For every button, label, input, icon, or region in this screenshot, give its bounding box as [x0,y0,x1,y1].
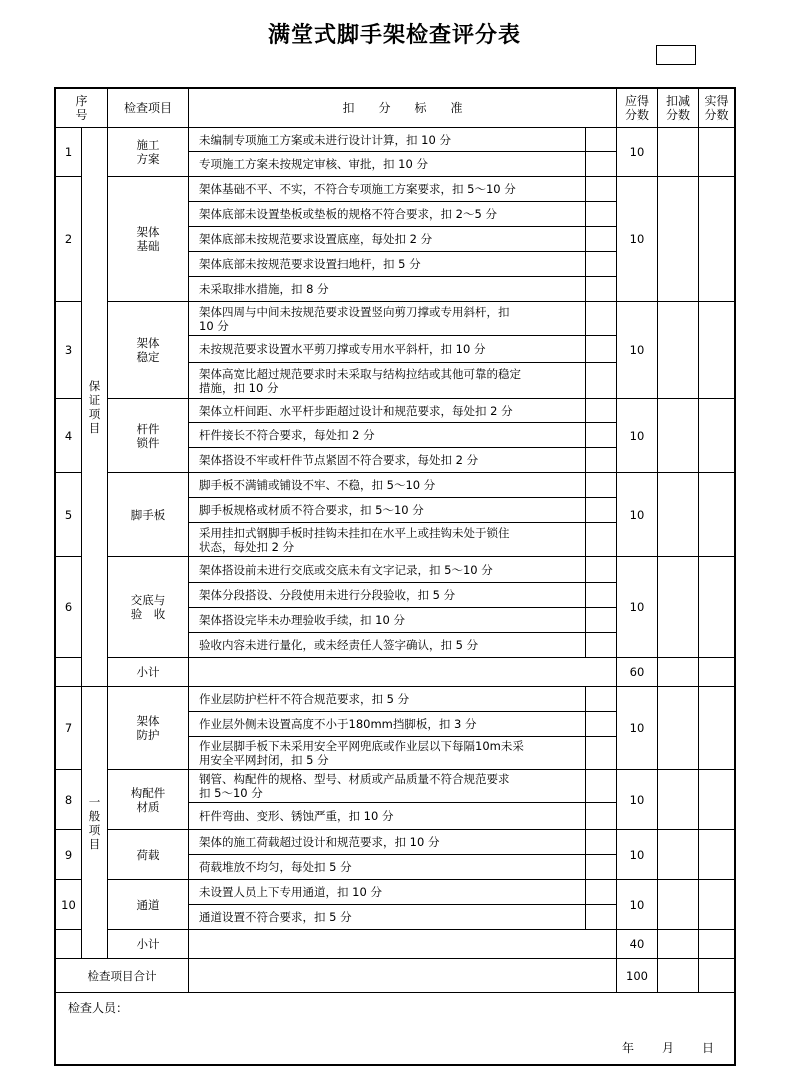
header-actual-score: 实得 分数 [699,89,734,128]
item-no: 5 [56,473,82,557]
item-no: 6 [56,557,82,658]
rule-deduct-blank [586,633,617,658]
date-month: 月 [662,1041,675,1055]
header-standard: 扣 分 标 准 [189,89,617,128]
deduction-rule: 架体基础不平、不实，不符合专项施工方案要求，扣 5～10 分 [189,177,586,202]
subtotal-seq-blank [56,658,82,687]
rule-deduct-blank [586,473,617,498]
page-title: 满堂式脚手架检查评分表 [267,23,521,48]
deduct-score-cell [658,880,699,930]
subtotal-blank [189,658,617,687]
header-should-score: 应得 分数 [617,89,658,128]
rule-deduct-blank [586,227,617,252]
item-name: 架体 稳定 [108,302,189,399]
inspector-row [56,993,734,1064]
item-no: 4 [56,399,82,473]
rule-deduct-blank [586,803,617,830]
item-no: 8 [56,770,82,830]
total-score: 100 [617,959,658,993]
deduct-score-cell [658,770,699,830]
deduction-rule: 架体底部未按规范要求设置扫地杆，扣 5 分 [189,252,586,277]
rule-deduct-blank [586,737,617,770]
deduction-rule: 架体四周与中间未按规范要求设置竖向剪刀撑或专用斜杆，扣 10 分 [189,302,586,336]
rule-deduct-blank [586,498,617,523]
subtotal-label: 小计 [108,930,189,959]
deduction-rule: 通道设置不符合要求，扣 5 分 [189,905,586,930]
total-deduct [658,959,699,993]
deduction-rule: 架体底部未按规范要求设置底座，每处扣 2 分 [189,227,586,252]
record-number-box [656,45,696,65]
item-name: 构配件 材质 [108,770,189,830]
subtotal-seq-blank [56,930,82,959]
should-score: 10 [617,687,658,770]
rule-deduct-blank [586,363,617,399]
subtotal-deduct [658,930,699,959]
rule-deduct-blank [586,277,617,302]
actual-score-cell [699,473,734,557]
item-no: 2 [56,177,82,302]
should-score: 10 [617,399,658,473]
item-name: 荷载 [108,830,189,880]
subtotal-actual [699,930,734,959]
header-seq: 序 号 [56,89,108,128]
subtotal-label: 小计 [108,658,189,687]
deduction-rule: 钢管、构配件的规格、型号、材质或产品质量不符合规范要求 扣 5～10 分 [189,770,586,803]
rule-deduct-blank [586,855,617,880]
actual-score-cell [699,399,734,473]
should-score: 10 [617,302,658,399]
item-name: 架体 防护 [108,687,189,770]
rule-deduct-blank [586,336,617,363]
total-label: 检查项目合计 [56,959,189,993]
deduction-rule: 架体搭设不牢或杆件节点紧固不符合要求，每处扣 2 分 [189,448,586,473]
subtotal-deduct [658,658,699,687]
deduction-rule: 架体搭设前未进行交底或交底未有文字记录，扣 5～10 分 [189,557,586,583]
deduction-rule: 架体的施工荷载超过设计和规范要求，扣 10 分 [189,830,586,855]
rule-deduct-blank [586,177,617,202]
item-name: 脚手板 [108,473,189,557]
should-score: 10 [617,473,658,557]
rule-deduct-blank [586,252,617,277]
deduction-rule: 采用挂扣式钢脚手板时挂钩未挂扣在水平上或挂钩未处于锁住 状态，每处扣 2 分 [189,523,586,557]
deduct-score-cell [658,399,699,473]
rule-deduct-blank [586,557,617,583]
deduction-rule: 验收内容未进行量化，或未经责任人签字确认，扣 5 分 [189,633,586,658]
deduction-rule: 专项施工方案未按规定审核、审批，扣 10 分 [189,152,586,177]
deduct-score-cell [658,302,699,399]
deduction-rule: 未编制专项施工方案或未进行设计计算，扣 10 分 [189,128,586,152]
rule-deduct-blank [586,523,617,557]
inspector-label: 检查人员： [68,1001,129,1015]
deduction-rule: 未设置人员上下专用通道，扣 10 分 [189,880,586,905]
date-day: 日 [702,1041,715,1055]
rule-deduct-blank [586,583,617,608]
deduction-rule: 杆件弯曲、变形、锈蚀严重，扣 10 分 [189,803,586,830]
actual-score-cell [699,128,734,177]
rule-deduct-blank [586,423,617,448]
deduction-rule: 未按规范要求设置水平剪刀撑或专用水平斜杆，扣 10 分 [189,336,586,363]
deduct-score-cell [658,128,699,177]
deduction-rule: 杆件接长不符合要求，每处扣 2 分 [189,423,586,448]
rule-deduct-blank [586,905,617,930]
rule-deduct-blank [586,202,617,227]
rule-deduct-blank [586,830,617,855]
should-score: 10 [617,128,658,177]
item-no: 3 [56,302,82,399]
deduction-rule: 架体高宽比超过规范要求时未采取与结构拉结或其他可靠的稳定 措施，扣 10 分 [189,363,586,399]
should-score: 10 [617,177,658,302]
actual-score-cell [699,880,734,930]
score-table [54,87,736,1066]
total-blank [189,959,617,993]
actual-score-cell [699,687,734,770]
actual-score-cell [699,830,734,880]
rule-deduct-blank [586,302,617,336]
rule-deduct-blank [586,152,617,177]
group-general: 一 般 项 目 [82,687,108,959]
deduct-score-cell [658,557,699,658]
subtotal-blank [189,930,617,959]
should-score: 10 [617,557,658,658]
actual-score-cell [699,557,734,658]
should-score: 10 [617,880,658,930]
deduction-rule: 作业层防护栏杆不符合规范要求，扣 5 分 [189,687,586,712]
deduction-rule: 架体搭设完毕未办理验收手续，扣 10 分 [189,608,586,633]
rule-deduct-blank [586,128,617,152]
deduction-rule: 荷载堆放不均匀，每处扣 5 分 [189,855,586,880]
item-name: 杆件 锁件 [108,399,189,473]
rule-deduct-blank [586,712,617,737]
item-no: 10 [56,880,82,930]
deduction-rule: 脚手板规格或材质不符合要求，扣 5～10 分 [189,498,586,523]
deduct-score-cell [658,177,699,302]
deduction-rule: 作业层脚手板下未采用安全平网兜底或作业层以下每隔10m未采 用安全平网封闭，扣 5 分 [189,737,586,770]
rule-deduct-blank [586,687,617,712]
rule-deduct-blank [586,608,617,633]
deduction-rule: 架体立杆间距、水平杆步距超过设计和规范要求，每处扣 2 分 [189,399,586,423]
item-no: 9 [56,830,82,880]
deduction-rule: 架体底部未设置垫板或垫板的规格不符合要求，扣 2～5 分 [189,202,586,227]
item-name: 施工 方案 [108,128,189,177]
rule-deduct-blank [586,448,617,473]
item-name: 架体 基础 [108,177,189,302]
deduct-score-cell [658,473,699,557]
actual-score-cell [699,177,734,302]
deduct-score-cell [658,830,699,880]
total-actual [699,959,734,993]
header-deduct-score: 扣减 分数 [658,89,699,128]
rule-deduct-blank [586,880,617,905]
rule-deduct-blank [586,770,617,803]
item-no: 7 [56,687,82,770]
deduct-score-cell [658,687,699,770]
item-no: 1 [56,128,82,177]
subtotal-score: 60 [617,658,658,687]
deduction-rule: 脚手板不满铺或铺设不牢、不稳，扣 5～10 分 [189,473,586,498]
actual-score-cell [699,302,734,399]
actual-score-cell [699,770,734,830]
item-name: 通道 [108,880,189,930]
deduction-rule: 未采取排水措施，扣 8 分 [189,277,586,302]
subtotal-score: 40 [617,930,658,959]
header-item: 检查项目 [108,89,189,128]
group-guarantee: 保 证 项 目 [82,128,108,687]
deduction-rule: 架体分段搭设、分段使用未进行分段验收，扣 5 分 [189,583,586,608]
item-name: 交底与 验 收 [108,557,189,658]
date-year: 年 [622,1041,635,1055]
should-score: 10 [617,830,658,880]
should-score: 10 [617,770,658,830]
subtotal-actual [699,658,734,687]
rule-deduct-blank [586,399,617,423]
deduction-rule: 作业层外侧未设置高度不小于180mm挡脚板，扣 3 分 [189,712,586,737]
